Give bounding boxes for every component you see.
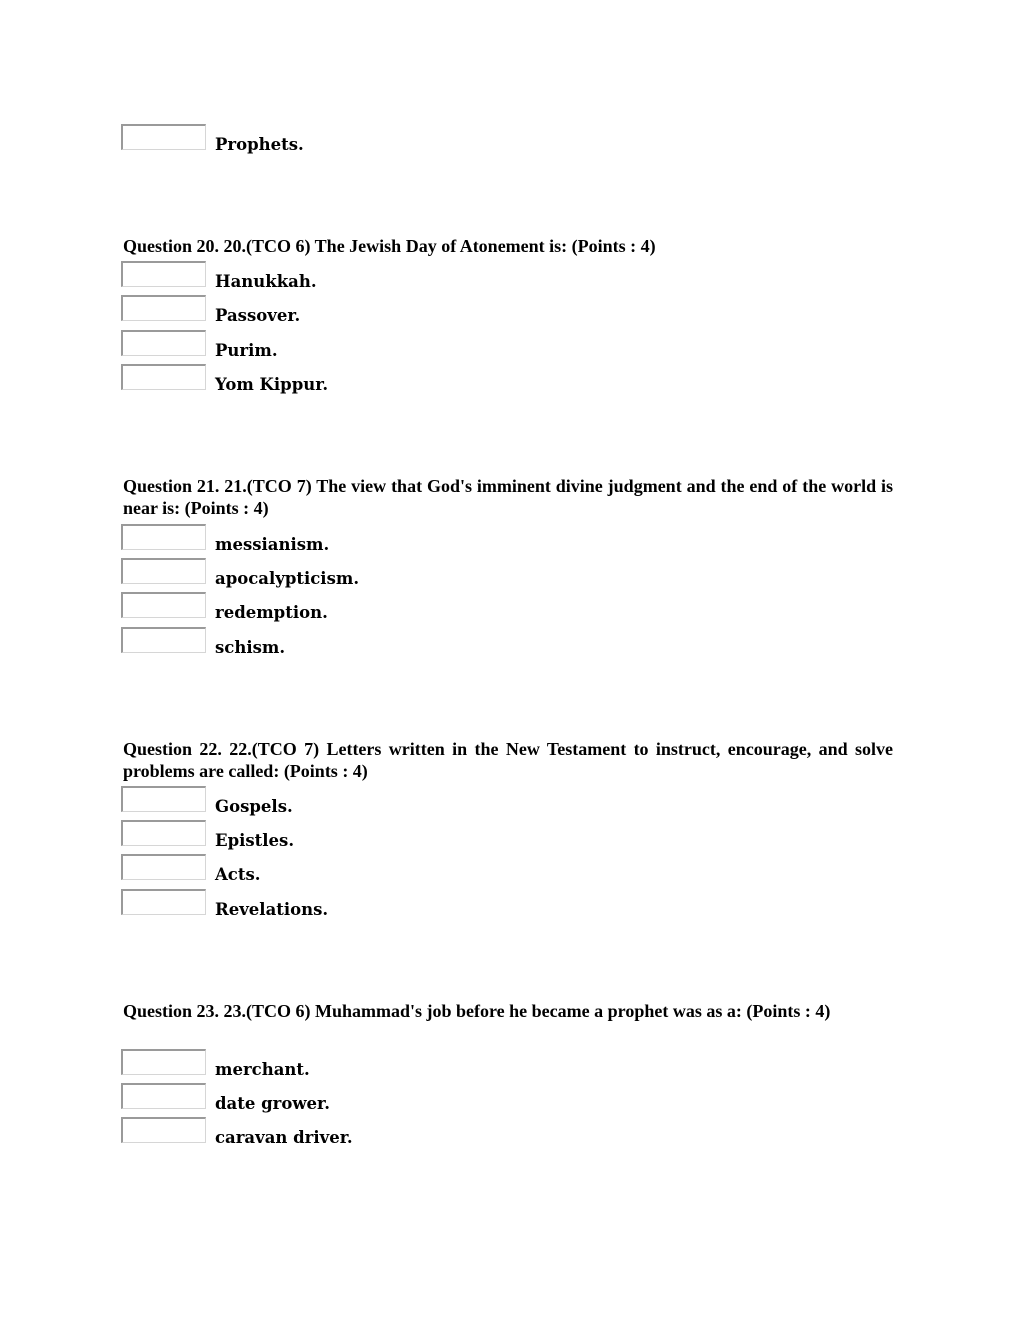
option-label: Acts. — [215, 865, 261, 884]
option-row — [121, 261, 721, 291]
option-row — [121, 786, 721, 816]
answer-box[interactable] — [121, 820, 206, 846]
option-row — [121, 124, 721, 154]
answer-box[interactable] — [121, 261, 206, 287]
answer-box[interactable] — [121, 854, 206, 880]
option-row — [121, 592, 721, 622]
answer-box[interactable] — [121, 330, 206, 356]
answer-box[interactable] — [121, 364, 206, 390]
option-row — [121, 364, 721, 394]
option-row — [121, 854, 721, 884]
option-row — [121, 295, 721, 325]
option-row — [121, 330, 721, 360]
answer-box[interactable] — [121, 786, 206, 812]
option-label: Revelations. — [215, 900, 329, 919]
option-row — [121, 1083, 721, 1113]
option-row — [121, 820, 721, 850]
option-label: Yom Kippur. — [215, 375, 329, 394]
option-row — [121, 1049, 721, 1079]
answer-box[interactable] — [121, 592, 206, 618]
option-label: Gospels. — [215, 797, 293, 816]
option-label: messianism. — [215, 535, 330, 554]
option-label: Passover. — [215, 306, 301, 325]
question-title: Question 23. 23.(TCO 6) Muhammad's job before he became a prophet was as a: (Points : 4) — [123, 1001, 831, 1021]
option-row — [121, 1117, 721, 1147]
option-label: merchant. — [215, 1060, 310, 1079]
option-row — [121, 889, 721, 919]
question-title: Question 20. 20.(TCO 6) The Jewish Day of Atonement is: (Points : 4) — [123, 236, 656, 256]
answer-box[interactable] — [121, 1117, 206, 1143]
answer-box[interactable] — [121, 627, 206, 653]
option-label: date grower. — [215, 1094, 330, 1113]
option-label: caravan driver. — [215, 1128, 353, 1147]
option-row — [121, 627, 721, 657]
option-label: Prophets. — [215, 135, 304, 154]
option-label: Hanukkah. — [215, 272, 317, 291]
question-title: Question 21. 21.(TCO 7) The view that God's imminent divine judgment and the end of the world is near is: (Points : 4) — [123, 476, 893, 518]
answer-box[interactable] — [121, 124, 206, 150]
option-label: apocalypticism. — [215, 569, 360, 588]
option-label: Purim. — [215, 341, 278, 360]
question-title: Question 22. 22.(TCO 7) Letters written in the New Testament to instruct, encourage, and solve problems are called: (Points : 4) — [123, 739, 893, 781]
answer-box[interactable] — [121, 295, 206, 321]
option-label: schism. — [215, 638, 286, 657]
answer-box[interactable] — [121, 524, 206, 550]
option-label: Epistles. — [215, 831, 295, 850]
answer-box[interactable] — [121, 1049, 206, 1075]
answer-box[interactable] — [121, 1083, 206, 1109]
answer-box[interactable] — [121, 889, 206, 915]
option-label: redemption. — [215, 603, 328, 622]
answer-box[interactable] — [121, 558, 206, 584]
option-row — [121, 524, 721, 554]
option-row — [121, 558, 721, 588]
